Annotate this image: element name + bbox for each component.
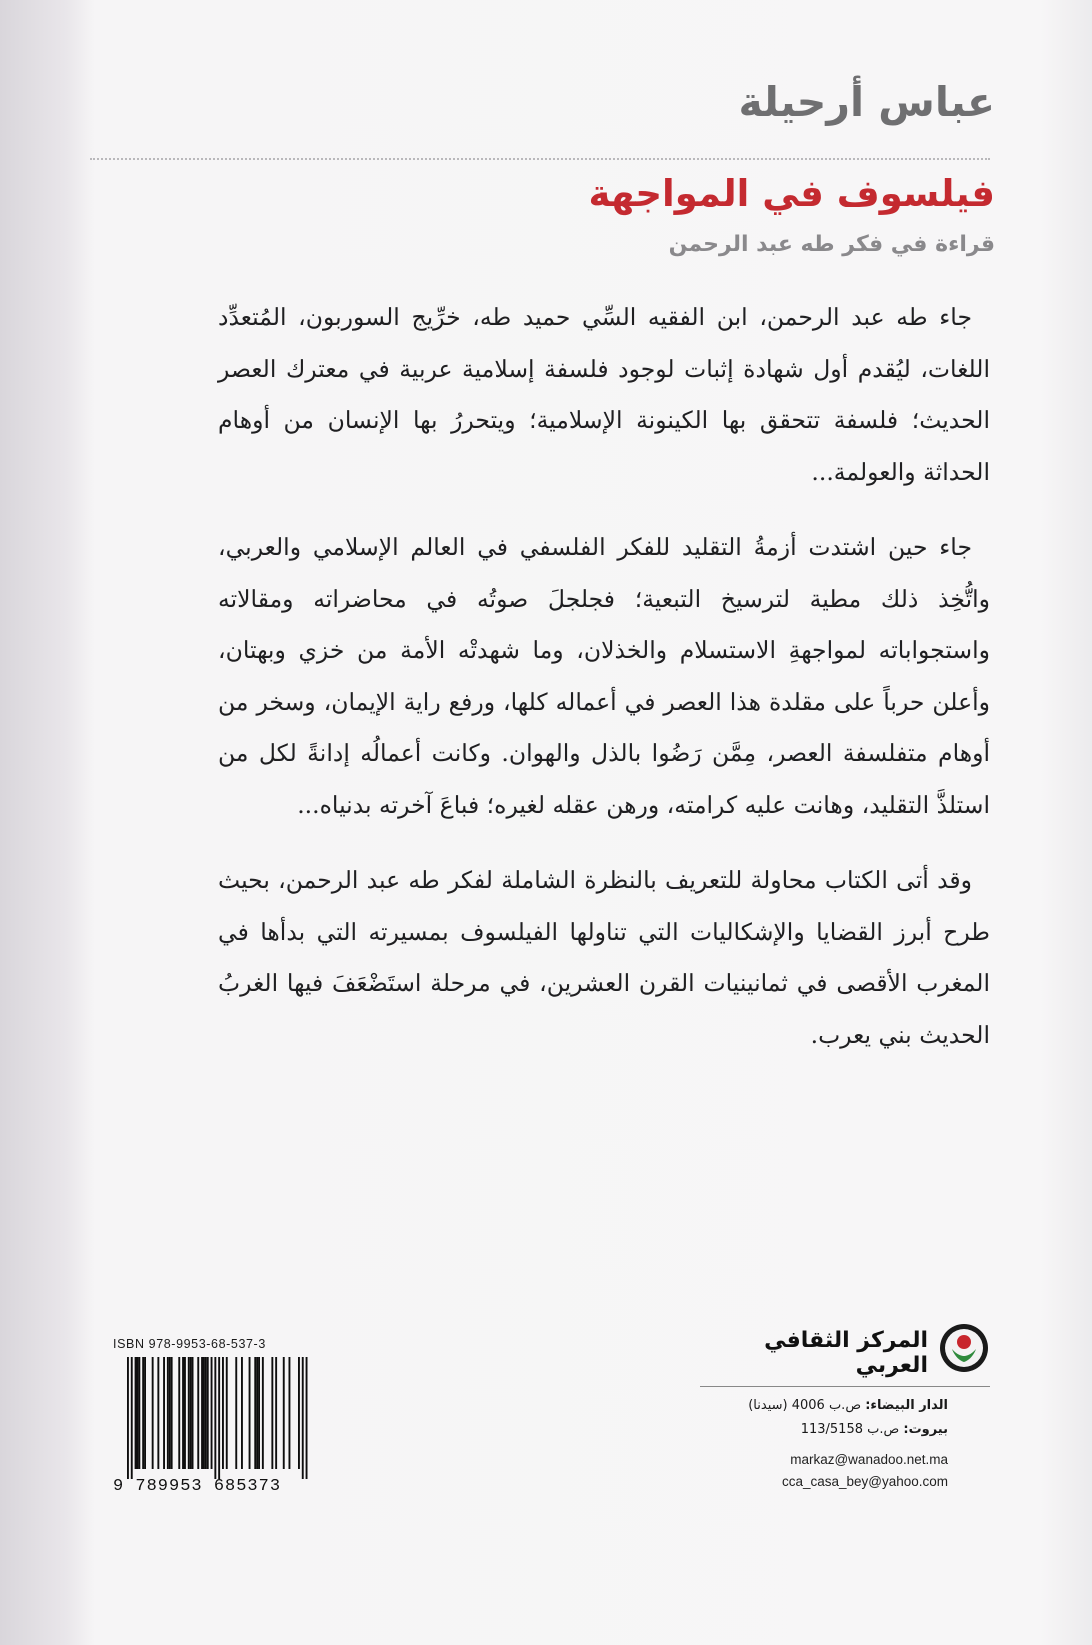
barcode-bar xyxy=(192,1357,194,1469)
isbn-barcode xyxy=(113,1337,308,1502)
publisher-block xyxy=(700,1322,990,1512)
barcode-guard-bar xyxy=(306,1357,308,1479)
barcode-bar xyxy=(254,1357,256,1469)
book-subtitle: قراءة في فكر طه عبد الرحمن xyxy=(668,232,995,257)
barcode-bar xyxy=(201,1357,203,1469)
barcode-bar xyxy=(258,1357,260,1469)
address-beirut xyxy=(698,1422,948,1437)
email-address: cca_casa_bey@yahoo.com xyxy=(781,1474,948,1489)
blurb-paragraph: وقد أتى الكتاب محاولة للتعريف بالنظرة الشاملة لفكر طه عبد الرحمن، بحيث طرح أبرز القضايا والإشكاليات التي تناولها الفيلسوف بمسيرته التي بدأها في المغرب الأقصى في ثمانينيات القرن العشرين، في مرحلة استَضْعَفَ فيها الغربُ الحديث بني يعرب. xyxy=(218,866,990,1049)
address-casablanca xyxy=(698,1398,948,1413)
barcode-bar xyxy=(152,1357,154,1469)
barcode-bar xyxy=(275,1357,277,1469)
barcode-bar xyxy=(184,1357,186,1469)
barcode-bar xyxy=(283,1357,285,1469)
barcode-bar xyxy=(188,1357,190,1469)
barcode-guard-bar xyxy=(127,1357,129,1479)
barcode-bar xyxy=(197,1357,199,1469)
barcode-bar xyxy=(256,1357,258,1469)
author-name: عباس أرحيلة xyxy=(738,78,995,126)
publisher-name: المركز الثقافي العربي xyxy=(764,1328,928,1378)
address-value: ص.ب 4006 (سيدنا) xyxy=(748,1398,862,1413)
address-value: ص.ب 113/5158 xyxy=(800,1422,900,1437)
cover-edge-shadow xyxy=(0,0,95,1645)
barcode-bar xyxy=(249,1357,251,1469)
dotted-divider xyxy=(90,158,990,160)
book-title: فيلسوف في المواجهة xyxy=(588,172,995,215)
barcode-bar xyxy=(157,1357,159,1469)
barcode-bars xyxy=(113,1357,308,1479)
publisher-logo-icon xyxy=(938,1322,990,1374)
ean-digits: 9 789953 685373 xyxy=(113,1477,282,1496)
barcode-guard-bar xyxy=(131,1357,133,1479)
barcode-bar xyxy=(241,1357,243,1469)
barcode-bar xyxy=(298,1357,300,1469)
barcode-bar xyxy=(167,1357,169,1469)
barcode-bar xyxy=(211,1357,213,1469)
barcode-bar xyxy=(207,1357,209,1469)
barcode-bar xyxy=(203,1357,205,1469)
barcode-bar xyxy=(163,1357,165,1469)
address-label: بيروت: xyxy=(903,1422,948,1437)
barcode-guard-bar xyxy=(214,1357,216,1479)
barcode-bar xyxy=(169,1357,171,1469)
barcode-bar xyxy=(182,1357,184,1469)
barcode-bar xyxy=(137,1357,139,1469)
email-address: markaz@wanadoo.net.ma xyxy=(790,1452,948,1467)
address-label: الدار البيضاء: xyxy=(865,1398,948,1413)
barcode-bar xyxy=(144,1357,146,1469)
blurb-paragraph: جاء طه عبد الرحمن، ابن الفقيه السِّي حميد طه، خرِّيج السوربون، المُتعدِّد اللغات، ليُقدم أول شهادة إثبات لوجود فلسفة إسلامية عربية في معترك العصر الحديث؛ فلسفة تتحقق بها الكينونة الإسلامية؛ ويتحررُ بها الإنسان من أوهام الحداثة والعولمة... xyxy=(218,303,990,486)
blurb-text xyxy=(218,292,990,1085)
barcode-bar xyxy=(142,1357,144,1469)
barcode-guard-bar xyxy=(302,1357,304,1479)
barcode-bar xyxy=(171,1357,173,1469)
barcode-bar xyxy=(138,1357,140,1469)
isbn-number: ISBN 978-9953-68-537-3 xyxy=(113,1337,266,1351)
barcode-bar xyxy=(178,1357,180,1469)
barcode-bar xyxy=(289,1357,291,1469)
barcode-bar xyxy=(135,1357,137,1469)
publisher-divider xyxy=(700,1386,990,1387)
barcode-bar xyxy=(271,1357,273,1469)
barcode-guard-bar xyxy=(218,1357,220,1479)
barcode-bar xyxy=(190,1357,192,1469)
barcode-bar xyxy=(226,1357,228,1469)
barcode-bar xyxy=(235,1357,237,1469)
barcode-bar xyxy=(205,1357,207,1469)
barcode-bar xyxy=(262,1357,264,1469)
blurb-paragraph: جاء حين اشتدت أزمةُ التقليد للفكر الفلسفي في العالم الإسلامي والعربي، واتُّخِذ ذلك مطية لترسيخ التبعية؛ فجلجلَ صوتُه في محاضراته ومقالاته واستجواباته لمواجهةِ الاستسلام والخذلان، وما شهدتْه الأمة من خزي وبهتان، وأعلن حرباً على مقلدة هذا العصر في أعماله كلها، ورفع راية الإيمان، وسخر من أوهام متفلسفة العصر، مِمَّن رَضُوا بالذل والهوان. وكانت أعمالُه إدانةً لكل من استلذَّ التقليد، وهانت عليه كرامته، ورهن عقله لغيره؛ فباعَ آخرته بدنياه... xyxy=(218,533,990,819)
barcode-bar xyxy=(222,1357,224,1469)
